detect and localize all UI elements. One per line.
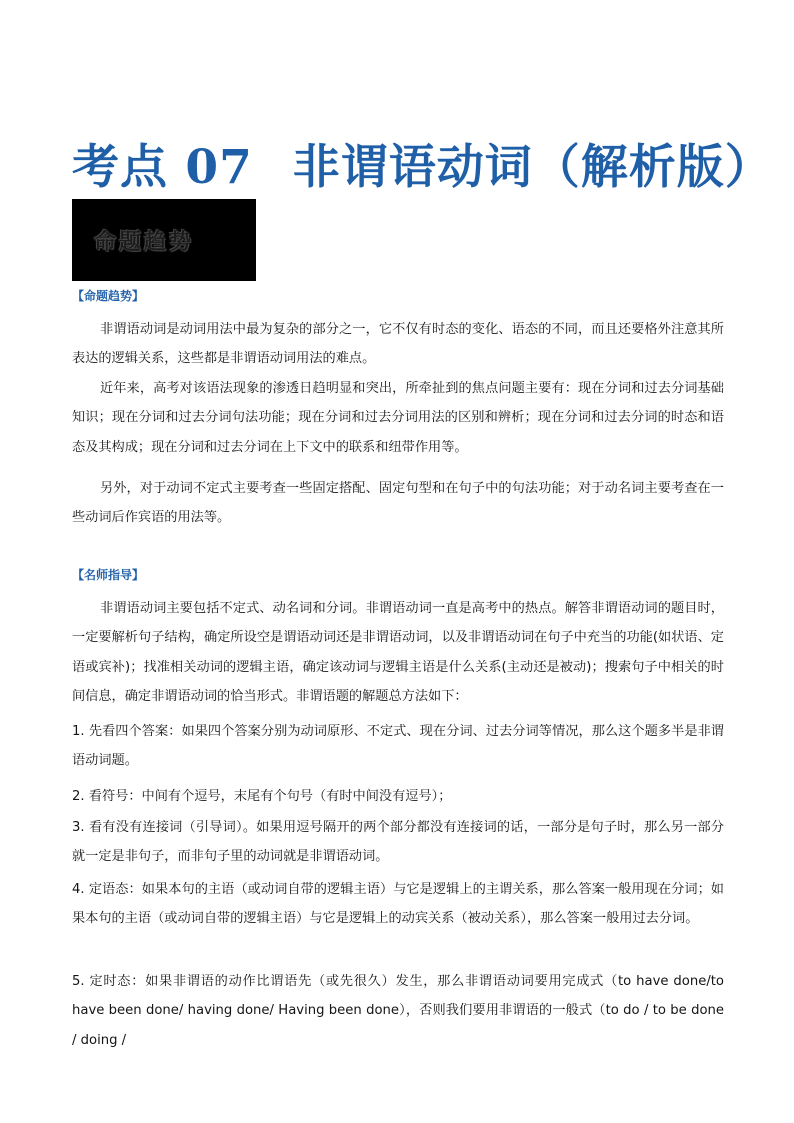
guidance-step: 4. 定语态：如果本句的主语（或动词自带的逻辑主语）与它是逻辑上的主谓关系，那么答案一般用现在分词；如果本句的主语（或动词自带的逻辑主语）与它是逻辑上的动宾关系（被动关系），那么答案一般用过去分词。 <box>72 882 724 927</box>
guidance-step: 3. 看有没有连接词（引导词）。如果用逗号隔开的两个部分都没有连接词的话，一部分是句子时，那么另一部分就一定是非句子，而非句子里的动词就是非谓语动词。 <box>72 820 724 865</box>
section-heading-guidance: 【名师指导】 <box>72 568 145 582</box>
section-banner-image <box>72 199 256 281</box>
document-title <box>72 138 773 198</box>
guidance-intro-paragraph: 非谓语动词主要包括不定式、动名词和分词。非谓语动词一直是高考中的热点。解答非谓语动词的题目时，一定要解析句子结构，确定所设空是谓语动词还是非谓语动词，以及非谓语动词在句子中充当的功能(如状语、定语或宾补)；找准相关动词的逻辑主语，确定该动词与逻辑主语是什么关系(主动还是被动)；搜索句子中相关的时间信息，确定非谓语动词的恰当形式。非谓语题的解题总方法如下： <box>72 601 724 705</box>
guidance-step: 1. 先看四个答案：如果四个答案分别为动词原形、不定式、现在分词、过去分词等情况，那么这个题多半是非谓语动词题。 <box>72 724 724 769</box>
section-heading-trend: 【命题趋势】 <box>72 289 145 303</box>
title-topic-name: 非谓语动词（解析版） <box>292 140 773 195</box>
trend-paragraph: 近年来，高考对该语法现象的渗透日趋明显和突出，所牵扯到的焦点问题主要有：现在分词和过去分词基础知识；现在分词和过去分词句法功能；现在分词和过去分词用法的区别和辨析；现在分词和过去分词的时态和语态及其构成；现在分词和过去分词在上下文中的联系和纽带作用等。 <box>72 381 724 455</box>
title-topic-number: 考点 07 <box>72 140 253 195</box>
guidance-step: 5. 定时态：如果非谓语的动作比谓语先（或先很久）发生，那么非谓语动词要用完成式（to have done/to have been done/ having done/ Having been done），否则我们要用非谓语的一般式（to do / to be done / doing / <box>72 974 724 1048</box>
guidance-step: 2. 看符号：中间有个逗号，末尾有个句号（有时中间没有逗号）； <box>72 789 452 804</box>
banner-label: 命题趋势 <box>94 229 195 255</box>
trend-paragraph: 非谓语动词是动词用法中最为复杂的部分之一，它不仅有时态的变化、语态的不同，而且还要格外注意其所表达的逻辑关系，这些都是非谓语动词用法的难点。 <box>72 322 724 367</box>
trend-paragraph: 另外，对于动词不定式主要考查一些固定搭配、固定句型和在句子中的句法功能；对于动名词主要考查在一些动词后作宾语的用法等。 <box>72 481 724 526</box>
